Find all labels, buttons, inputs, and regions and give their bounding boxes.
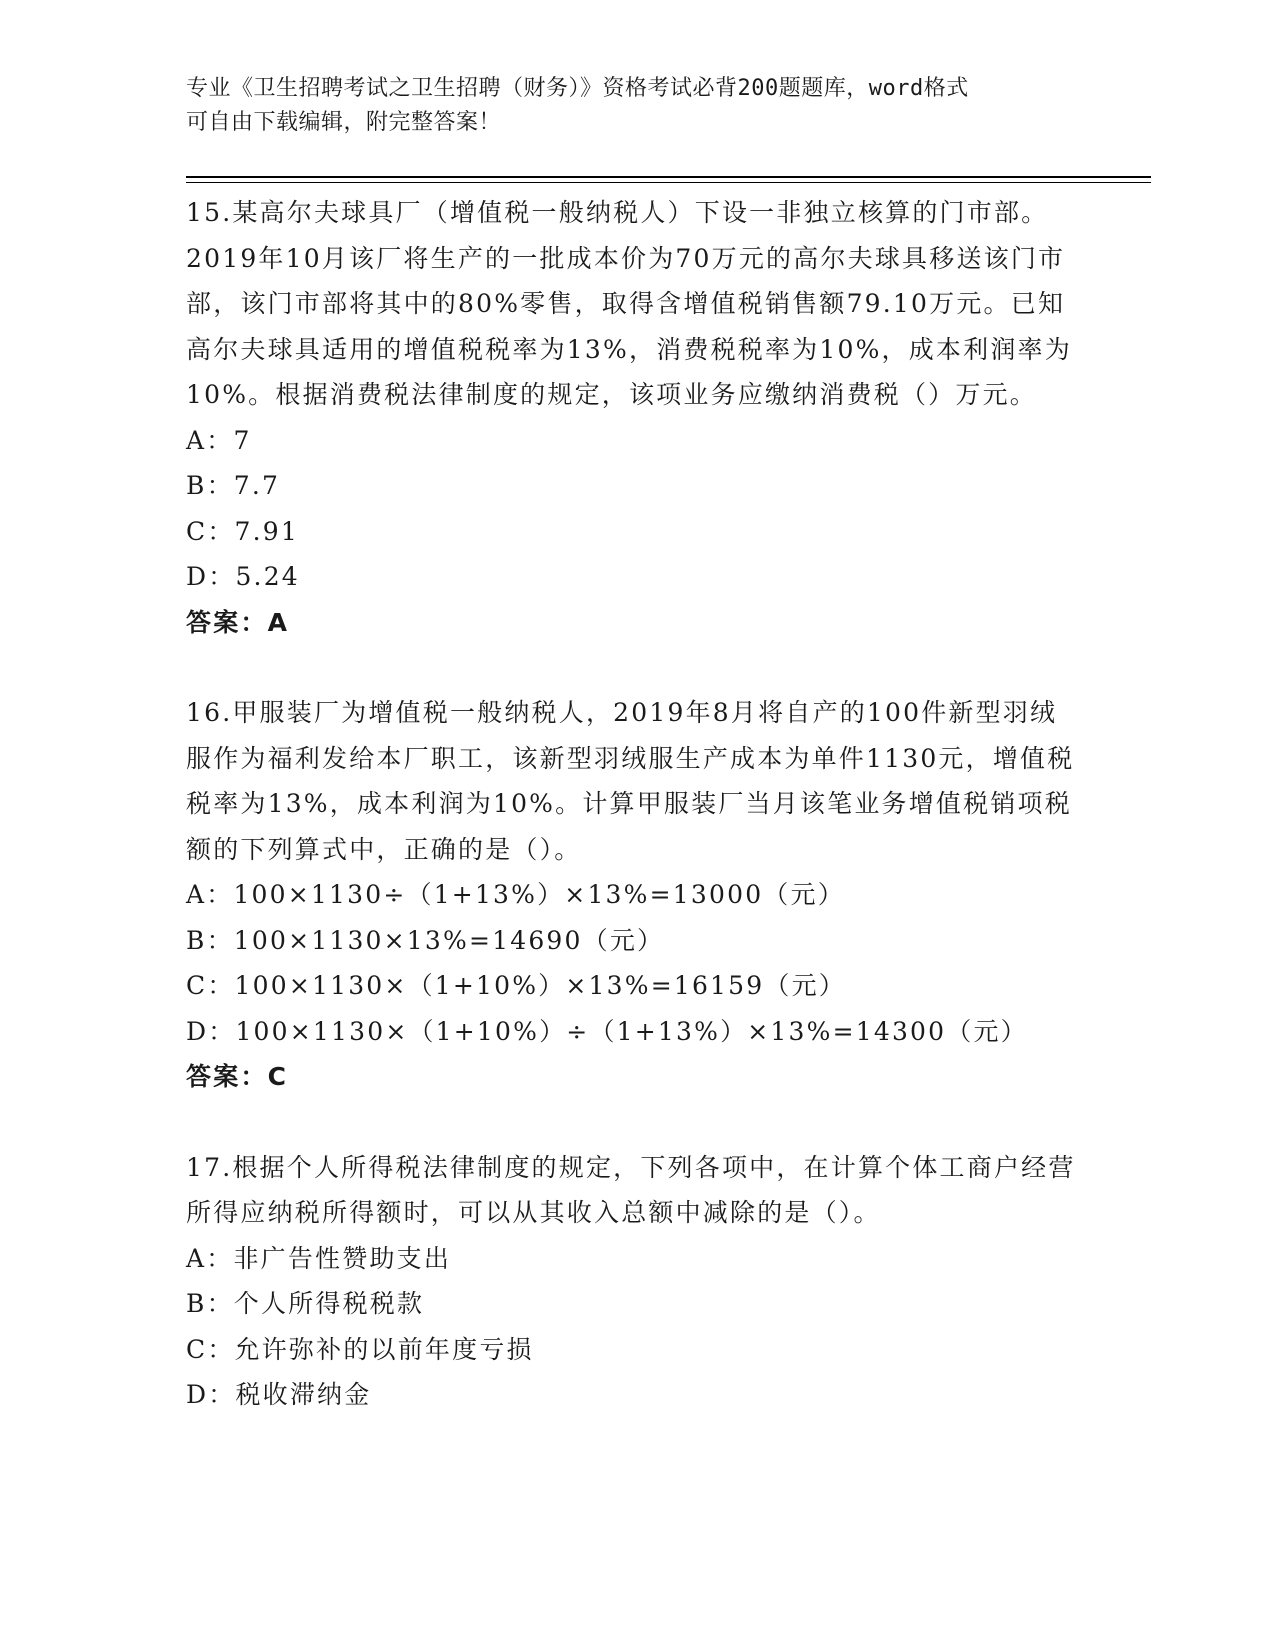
question-text: 16.甲服装厂为增值税一般纳税人，2019年8月将自产的100件新型羽绒服作为福利发给本厂职工，该新型羽绒服生产成本为单件1130元，增值税税率为13%，成本利润为10%。计算甲服装厂当月该笔业务增值税销项税额的下列算式中，正确的是（）。 [186,698,1075,864]
header-divider-thin [186,182,1151,183]
option-b: B：7.7 [186,471,281,500]
answer-label: 答案：C [186,1062,289,1091]
option-c: C：允许弥补的以前年度亏损 [186,1334,534,1364]
header-title-line-1: 专业《卫生招聘考试之卫生招聘（财务）》资格考试必背200题题库，word格式 [186,76,969,101]
question-spacer [186,645,1076,690]
question-list [186,190,1076,1418]
option-a: A：100×1130÷（1+13%）×13%=13000（元） [186,880,845,909]
option-c: C：100×1130×（1+10%）×13%=16159（元） [186,971,846,1000]
header-title-line-2: 可自由下载编辑，附完整答案！ [186,110,502,135]
option-b: B：100×1130×13%=14690（元） [186,925,665,955]
question-17 [186,1145,1076,1418]
question-16 [186,690,1076,1100]
document-header [186,72,1066,140]
option-c: C：7.91 [186,516,299,546]
option-d: D：5.24 [186,562,300,591]
question-text: 17.根据个人所得税法律制度的规定，下列各项中，在计算个体工商户经营所得应纳税所得额时，可以从其收入总额中减除的是（）。 [186,1152,1076,1227]
question-15 [186,190,1076,645]
option-a: A：7 [186,425,252,455]
answer-label: 答案：A [186,607,290,637]
header-divider-thick [186,176,1151,178]
question-spacer [186,1100,1076,1145]
question-text: 15.某高尔夫球具厂（增值税一般纳税人）下设一非独立核算的门市部。2019年10月该厂将生产的一批成本价为70万元的高尔夫球具移送该门市部，该门市部将其中的80%零售，取得含增值税销售额79.10万元。已知高尔夫球具适用的增值税税率为13%，消费税税率为10%，成本利润率为10%。根据消费税法律制度的规定，该项业务应缴纳消费税（）万元。 [186,198,1072,409]
option-b: B：个人所得税税款 [186,1289,425,1318]
option-a: A：非广告性赞助支出 [186,1243,452,1273]
option-d: D：100×1130×（1+10%）÷（1+13%）×13%=14300（元） [186,1016,1028,1046]
option-d: D：税收滞纳金 [186,1380,372,1409]
